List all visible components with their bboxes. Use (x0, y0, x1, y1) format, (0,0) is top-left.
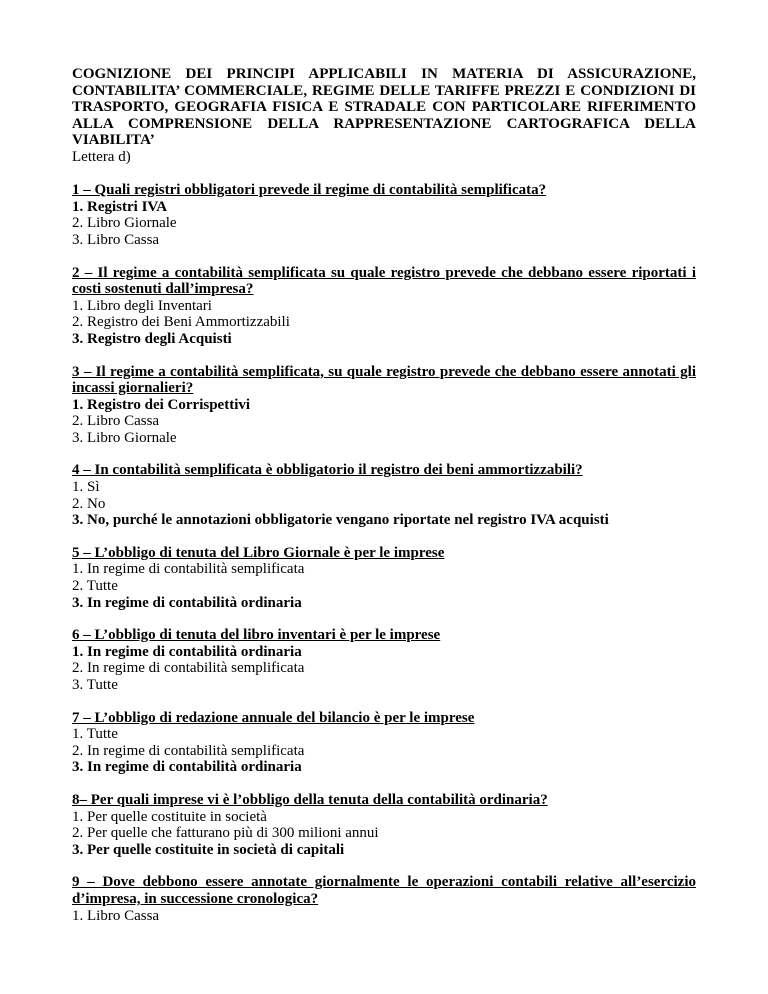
answer-option: 3. Libro Cassa (72, 231, 160, 248)
question-text: 3 – Il regime a contabilità semplificata, su quale registro prevede che debbano essere annotati gli incassi giornalieri? (72, 363, 696, 397)
answer-option: 2. Per quelle che fatturano più di 300 milioni annui (72, 825, 379, 842)
question-block (72, 874, 696, 924)
answer-option: 3. Tutte (72, 677, 118, 693)
question-list (72, 182, 696, 924)
question-block (72, 364, 696, 447)
answer-option: 2. Libro Cassa (72, 413, 160, 430)
answer-option-correct: 1. In regime di contabilità ordinaria (72, 643, 302, 660)
document-title: COGNIZIONE DEI PRINCIPI APPLICABILI IN MATERIA DI ASSICURAZIONE, CONTABILITA’ COMMERCIALE, REGIME DELLE TARIFFE PREZZI E CONDIZIONI DI TRASPORTO, GEOGRAFIA FISICA E STRADALE CON PARTICOLARE RIFERIMENTO ALLA COMPRENSIONE DELLA RAPPRESENTAZIONE CARTOGRAFICA DELLA VIABILITA’ (72, 66, 696, 149)
question-text: 7 – L’obbligo di redazione annuale del bilancio è per le imprese (72, 709, 475, 726)
answer-option: 1. In regime di contabilità semplificata (72, 561, 305, 578)
document-subtitle: Lettera d) (72, 148, 131, 165)
question-block (72, 792, 696, 858)
question-block (72, 265, 696, 348)
question-text: 5 – L’obbligo di tenuta del Libro Giornale è per le imprese (72, 544, 445, 561)
answer-option: 2. Tutte (72, 578, 118, 595)
question-text: 4 – In contabilità semplificata è obbligatorio il registro dei beni ammortizzabili? (72, 462, 583, 479)
answer-option-correct: 3. In regime di contabilità ordinaria (72, 594, 302, 611)
question-text: 1 – Quali registri obbligatori prevede il regime di contabilità semplificata? (72, 182, 547, 199)
answer-option: 1. Tutte (72, 726, 118, 743)
answer-option: 2. No (72, 495, 106, 512)
answer-option: 1. Sì (72, 479, 100, 496)
answer-option: 3. Libro Giornale (72, 429, 177, 446)
question-block (72, 545, 696, 611)
answer-option-correct: 3. Per quelle costituite in società di capitali (72, 841, 345, 858)
question-block (72, 627, 696, 693)
question-block (72, 462, 696, 528)
answer-option: 1. Libro Cassa (72, 907, 160, 924)
question-text: 2 – Il regime a contabilità semplificata su quale registro prevede che debbano essere riportati i costi sostenuti dall’impresa? (72, 264, 696, 298)
answer-option-correct: 1. Registro dei Corrispettivi (72, 396, 251, 413)
question-block (72, 710, 696, 776)
answer-option: 1. Per quelle costituite in società (72, 808, 267, 825)
answer-option: 2. Libro Giornale (72, 215, 177, 232)
answer-option: 2. Registro dei Beni Ammortizzabili (72, 314, 290, 331)
answer-option: 2. In regime di contabilità semplificata (72, 742, 305, 759)
answer-option-correct: 3. In regime di contabilità ordinaria (72, 759, 302, 776)
answer-option: 2. In regime di contabilità semplificata (72, 660, 305, 677)
question-text: 9 – Dove debbono essere annotate giornalmente le operazioni contabili relative all’esercizio d’impresa, in successione cronologica? (72, 874, 696, 907)
answer-option-correct: 3. Registro degli Acquisti (72, 330, 232, 347)
answer-option-correct: 1. Registri IVA (72, 198, 168, 215)
question-block (72, 182, 696, 248)
answer-option-correct: 3. No, purché le annotazioni obbligatorie vengano riportate nel registro IVA acquisti (72, 512, 609, 529)
question-text: 6 – L’obbligo di tenuta del libro inventari è per le imprese (72, 627, 441, 644)
question-text: 8– Per quali imprese vi è l’obbligo della tenuta della contabilità ordinaria? (72, 791, 548, 808)
answer-option: 1. Libro degli Inventari (72, 297, 212, 314)
